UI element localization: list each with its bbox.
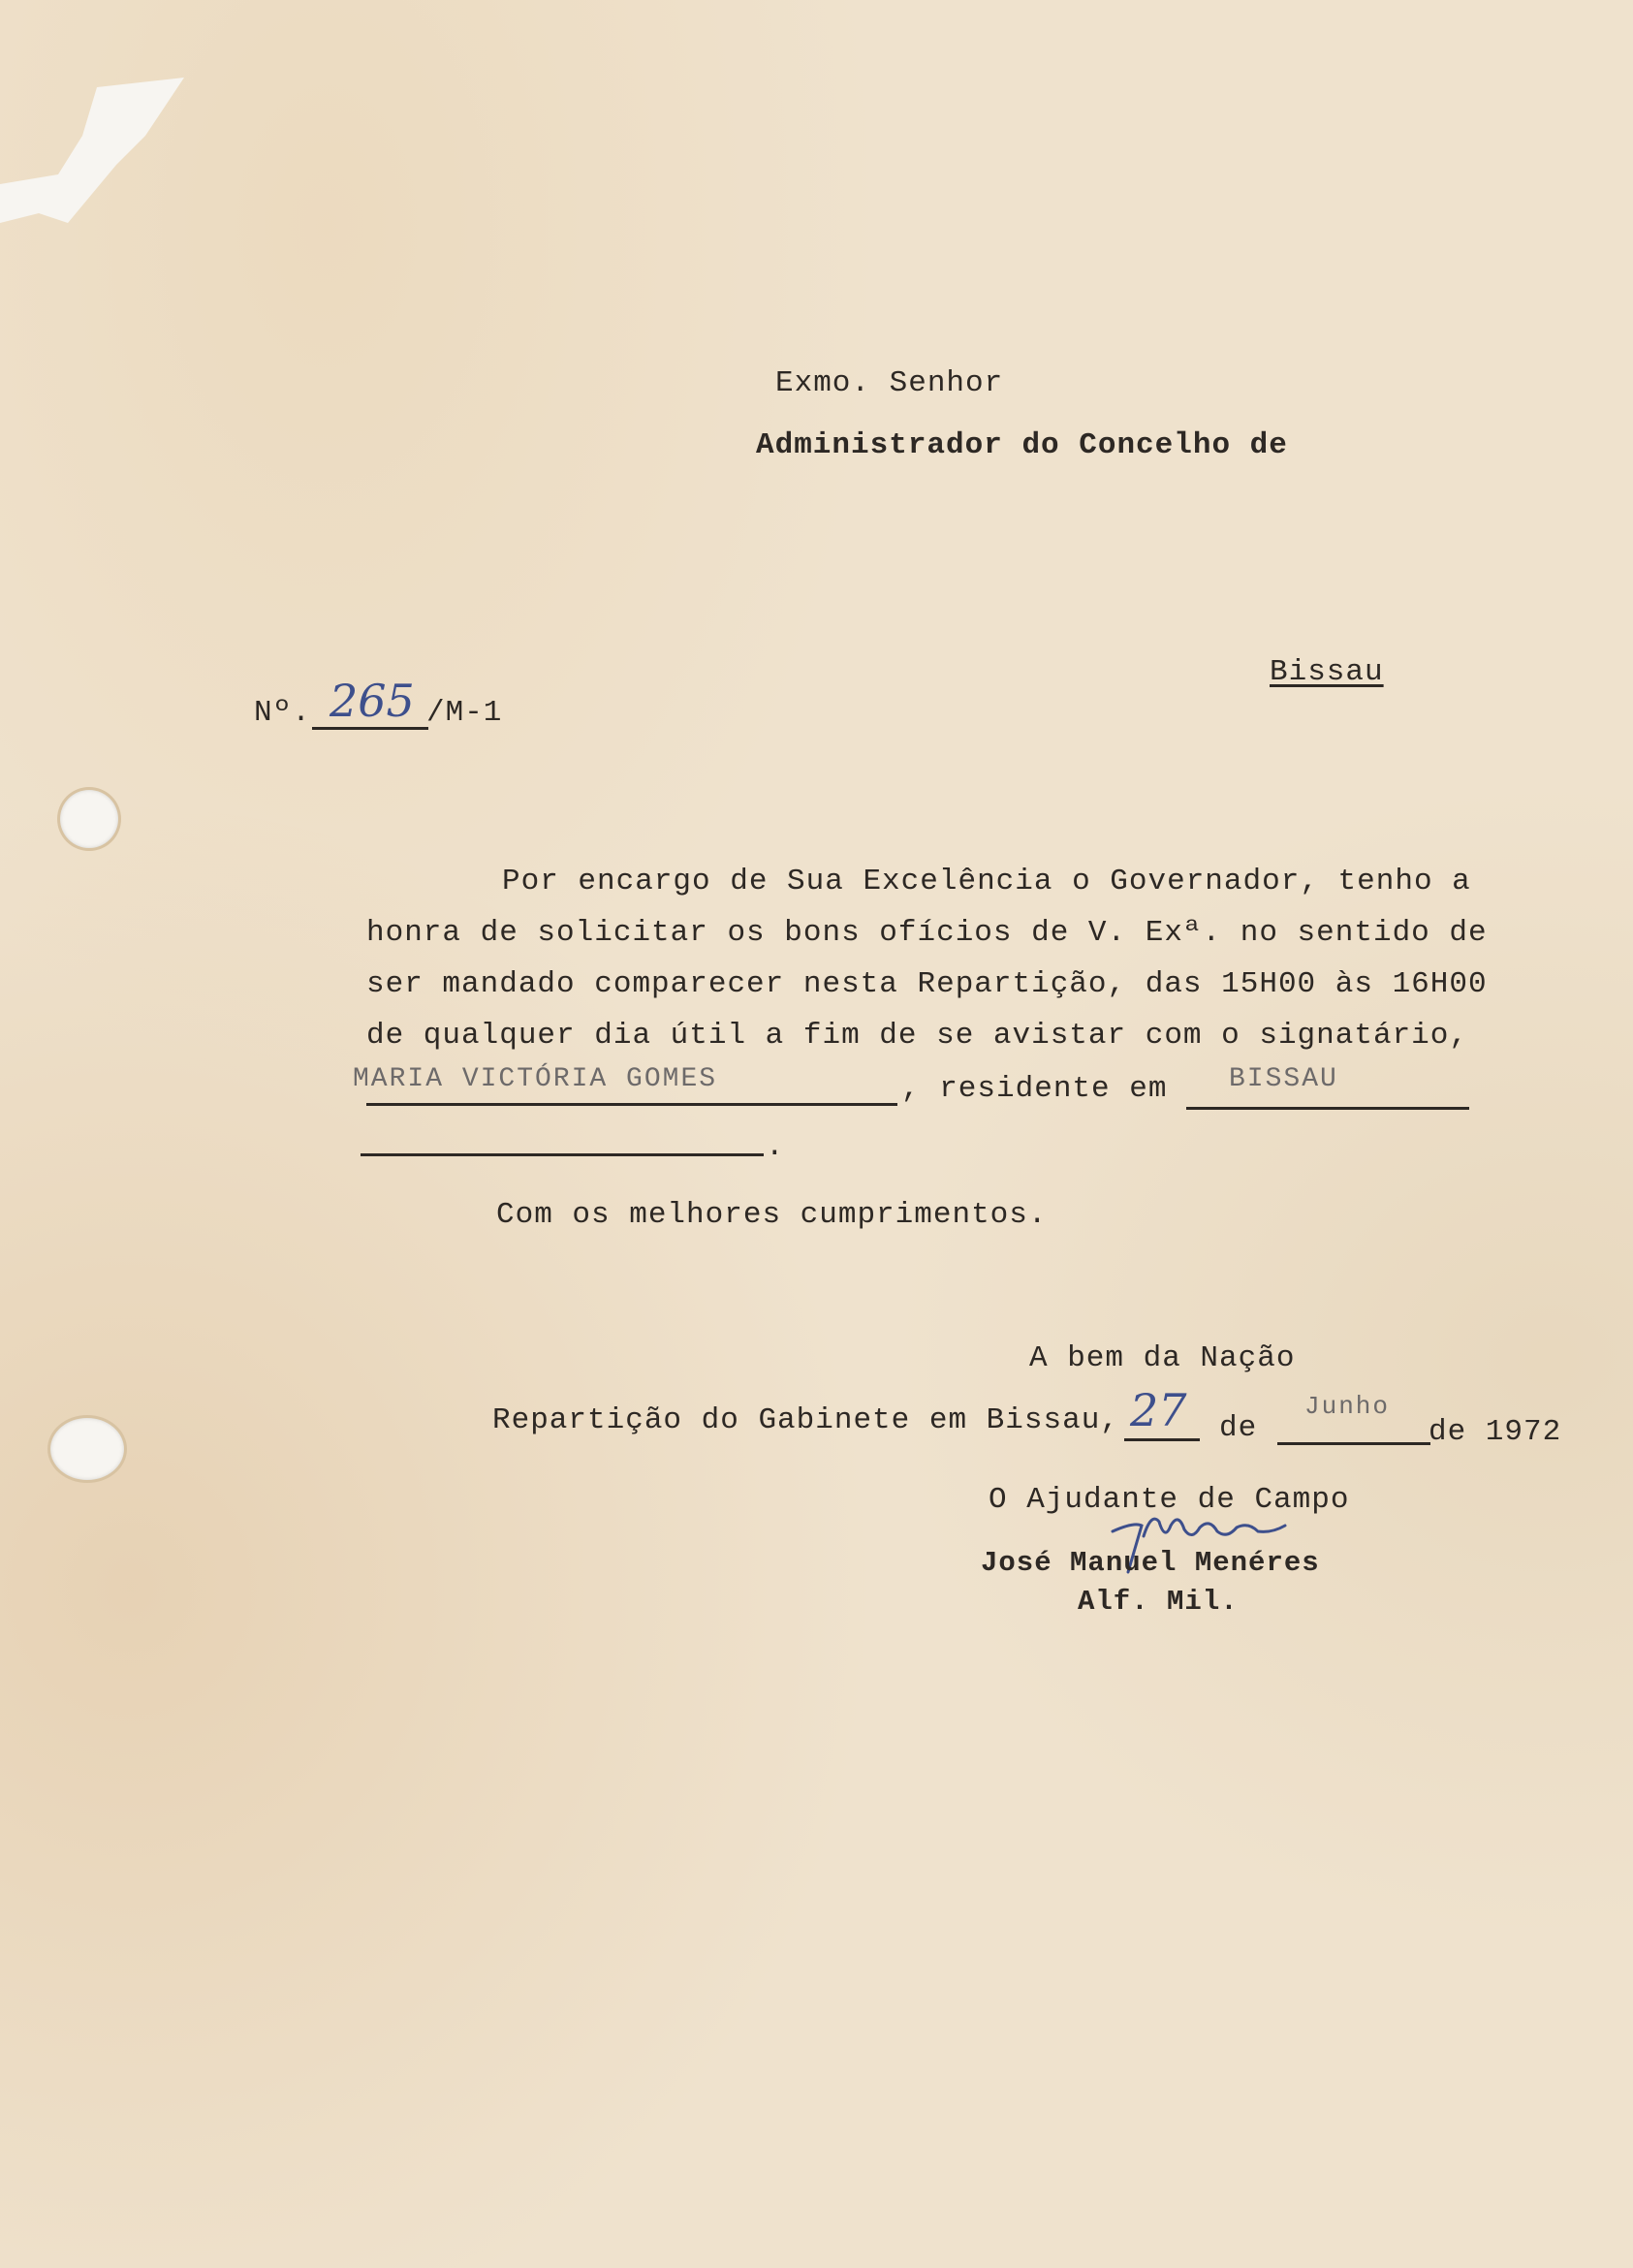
stamped-residence: BISSAU: [1229, 1064, 1338, 1094]
addressee: Administrador do Concelho de: [756, 428, 1288, 462]
punch-hole-top: [60, 790, 118, 848]
motto: A bem da Nação: [1029, 1341, 1296, 1375]
place-prefix: Repartição do Gabinete em Bissau,: [492, 1403, 1119, 1437]
month-line: [1277, 1442, 1430, 1445]
signatory-rank: Alf. Mil.: [1078, 1586, 1239, 1618]
punch-hole-bottom: [50, 1418, 124, 1480]
date-de-year: de 1972: [1429, 1415, 1562, 1449]
stamped-name: MARIA VICTÓRIA GOMES: [353, 1064, 718, 1094]
reference-handwritten-number: 265: [330, 675, 415, 727]
handwritten-day: 27: [1130, 1384, 1187, 1436]
salutation: Exmo. Senhor: [775, 366, 1004, 400]
signatory-name: José Manuel Menéres: [981, 1547, 1320, 1579]
regards: Com os melhores cumprimentos.: [496, 1198, 1048, 1232]
residence-text: , residente em: [901, 1072, 1168, 1106]
signatory-title: O Ajudante de Campo: [989, 1483, 1350, 1517]
stamped-month: Junho: [1304, 1392, 1391, 1421]
reference-number-line: [312, 727, 428, 730]
reference-prefix: Nº.: [254, 696, 311, 730]
body-line-2: honra de solicitar os bons ofícios de V. Exª. no sentido de: [366, 916, 1488, 950]
date-de-1: de: [1219, 1411, 1258, 1445]
day-line: [1124, 1438, 1200, 1441]
name-line: [366, 1103, 897, 1106]
addressee-city: Bissau: [1270, 655, 1384, 689]
body-line-1: Por encargo de Sua Excelência o Governador, tenho a: [502, 865, 1471, 898]
residence-line: [1186, 1107, 1469, 1110]
torn-corner: [0, 78, 184, 281]
body-line-3: ser mandado comparecer nesta Repartição, das 15H00 às 16H00: [366, 967, 1488, 1001]
body-line-4: de qualquer dia útil a fim de se avistar com o signatário,: [366, 1019, 1468, 1053]
end-period: .: [766, 1130, 785, 1164]
handwritten-signature: [1095, 1483, 1318, 1599]
continuation-line: [361, 1153, 764, 1156]
reference-suffix: /M-1: [426, 696, 503, 730]
